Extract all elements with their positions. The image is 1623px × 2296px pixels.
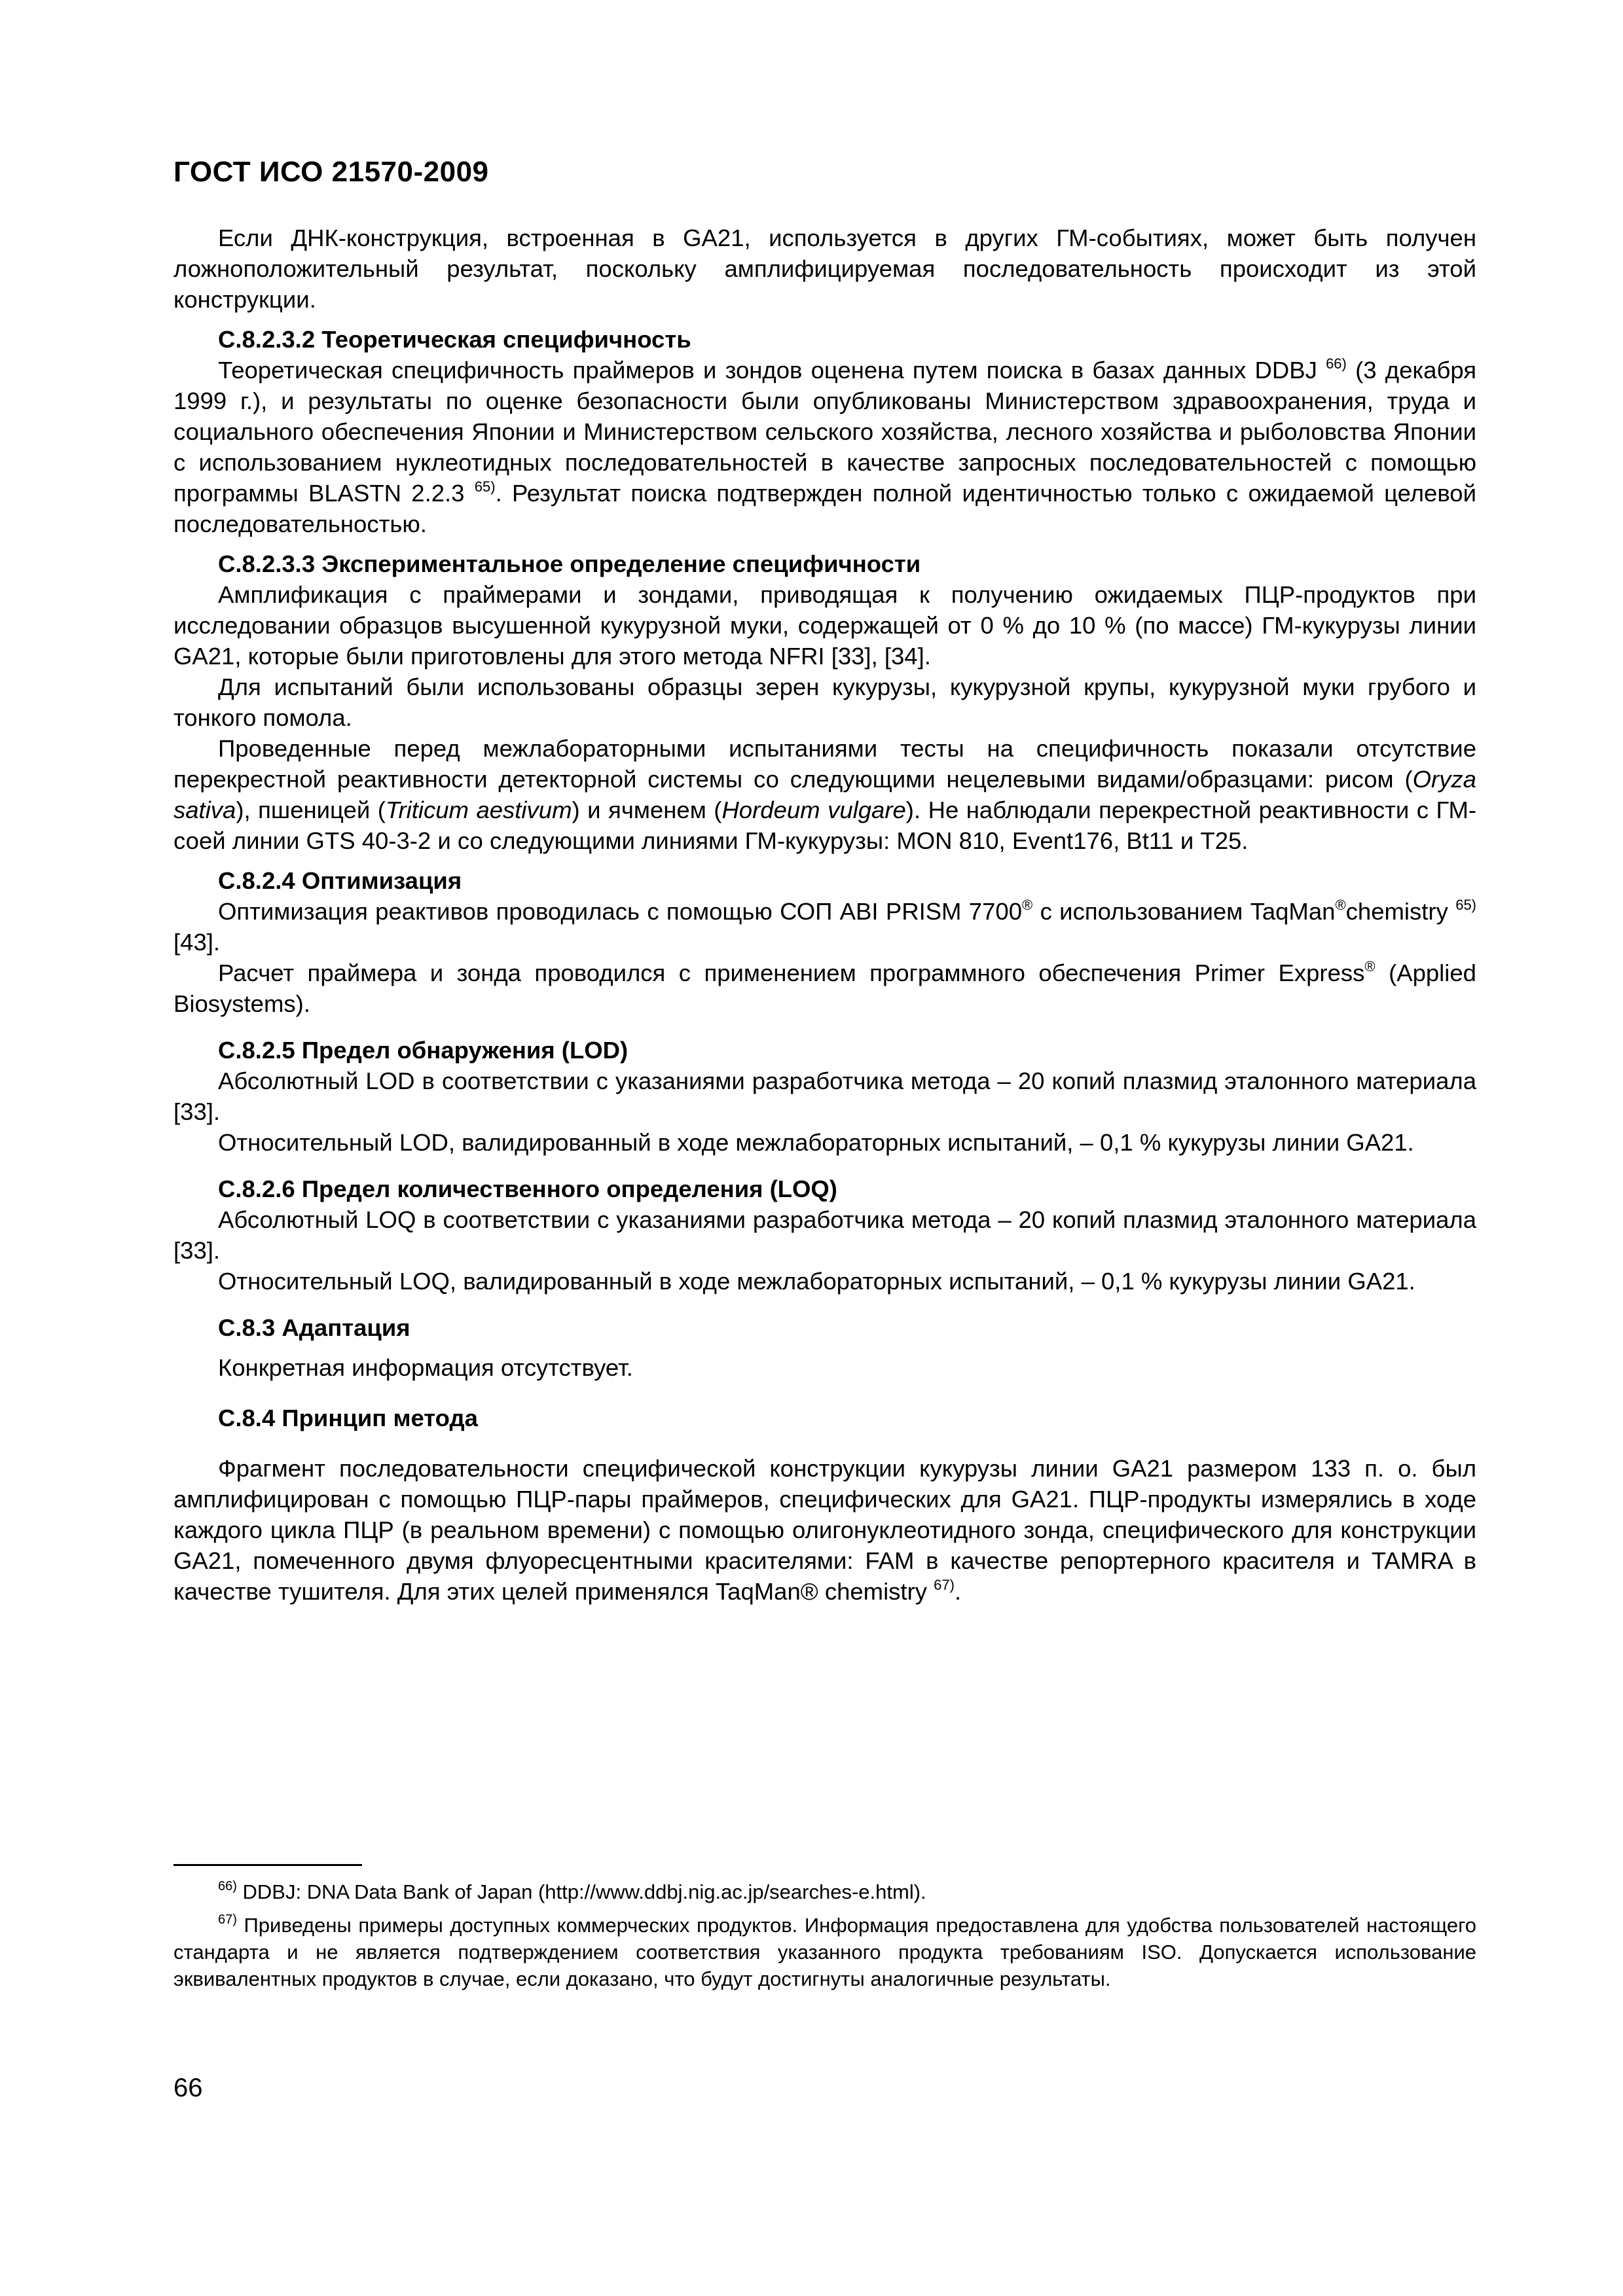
heading-loq: С.8.2.6 Предел количественного определения (LOQ) (218, 1175, 837, 1202)
page-number: 66 (173, 2073, 203, 2102)
registered-mark: ® (1364, 958, 1376, 975)
footnote-separator (173, 1864, 362, 1866)
footnote-66: $^{66)}$ DDBJ: DNA Data Bank of Japan (http://www.ddbj.nig.ac.jp/searches-e.html). (218, 1879, 926, 1903)
species-triticum: Triticum aestivum (385, 797, 572, 823)
experimental-paragraph-2: Для испытаний были использованы образцы зерен кукурузы, кукурузной крупы, кукурузной муки грубого и тонкого помола. (173, 673, 1476, 731)
method-principle-paragraph: Фрагмент последовательности специфической конструкции кукурузы линии GA21 размером 133 п. о. был амплифицирован с помощью ПЦР-пары праймеров, специфических для GA21. ПЦР-продукты измерялись в ходе каждого цикла ПЦР (в реальном времени) с помощью олигонуклеотидного зонда, специфического для конструкции GA21, помеченного двумя флуоресцентными красителями: FAM в качестве репортерного красителя и TAMRA в качестве тушителя. Для этих целей применялся TaqMan® chemistry $^{67)}$. (173, 1455, 1476, 1605)
heading-method-principle: С.8.4 Принцип метода (218, 1405, 478, 1431)
species-hordeum: Hordeum vulgare (721, 797, 906, 823)
document-header: ГОСТ ИСО 21570-2009 (173, 156, 489, 188)
heading-lod: С.8.2.5 Предел обнаружения (LOD) (218, 1037, 629, 1064)
lod-paragraph-1: Абсолютный LOD в соответствии с указаниями разработчика метода – 20 копий плазмид эталонного материала [33]. (173, 1067, 1476, 1125)
heading-optimization: С.8.2.4 Оптимизация (218, 867, 462, 894)
registered-mark: ® (1335, 897, 1346, 913)
heading-experimental-specificity: С.8.2.3.3 Экспериментальное определение специфичности (218, 550, 921, 577)
footnote-ref-67: 67) (934, 1577, 955, 1593)
footnote-67: $^{67)}$ Приведены примеры доступных коммерческих продуктов. Информация предоставлена для удобства пользователей настоящего стандарта и не является подтверждением соответствия указанного продукта требованиям ISO. Допускается использование эквивалентных продуктов в случае, если доказано, что будут достигнуты аналогичные результаты. (173, 1912, 1476, 1990)
theoretical-specificity-paragraph: Теоретическая специфичность праймеров и зондов оценена путем поиска в базах данных DDBJ $^{66)}$ (3 декабря 1999 г.), и результаты по оценке безопасности были опубликованы Министерством здравоохранения, труда и социального обеспечения Японии и Министерством сельского хозяйства, лесного хозяйства и рыболовства Японии с использованием нуклеотидных последовательностей в качестве запросных последовательностей с помощью программы BLASTN 2.2.3 $^{65)}$. Результат поиска подтвержден полной идентичностью только с ожидаемой целевой последовательностью. (173, 355, 1476, 537)
lod-paragraph-2: Относительный LOD, валидированный в ходе межлабораторных испытаний, – 0,1 % кукурузы линии GA21. (218, 1129, 1414, 1156)
footnote-ref-66: 66) (1326, 355, 1347, 372)
species-oryza: Oryza sativa (173, 766, 1476, 823)
main-content (173, 223, 1476, 1607)
adaptation-paragraph: Конкретная информация отсутствует. (218, 1354, 633, 1381)
experimental-paragraph-3: Проведенные перед межлабораторными испытаниями тесты на специфичность показали отсутствие перекрестной реактивности детекторной системы со следующими нецелевыми видами/образцами: рисом (Oryza sativa), пшеницей (Triticum aestivum) и ячменем (Hordeum vulgare). Не наблюдали перекрестной реактивности с ГМ-соей линии GTS 40-3-2 и со следующими линиями ГМ-кукурузы: MON 810, Event176, Bt11 и T25. (173, 735, 1477, 854)
intro-paragraph: Если ДНК-конструкция, встроенная в GA21, используется в других ГМ-событиях, может быть получен ложноположительный результат, поскольку амплифицируемая последовательность происходит из этой конструкции. (173, 224, 1476, 313)
heading-adaptation: С.8.3 Адаптация (218, 1314, 410, 1341)
footnote-ref-65: 65) (474, 478, 496, 495)
footnote-ref-65: 65) (1455, 897, 1476, 913)
footnotes (173, 1878, 1476, 1992)
experimental-paragraph-1: Амплификация с праймерами и зондами, приводящая к получению ожидаемых ПЦР-продуктов при исследовании образцов высушенной кукурузной муки, содержащей от 0 % до 10 % (по массе) ГМ-кукурузы линии GA21, которые были приготовлены для этого метода NFRI [33], [34]. (173, 581, 1476, 670)
optimization-paragraph-2: Расчет праймера и зонда проводился с применением программного обеспечения Primer Express® (Applied Biosystems). (173, 958, 1476, 1017)
loq-paragraph-1: Абсолютный LOQ в соответствии с указаниями разработчика метода – 20 копий плазмид эталонного материала [33]. (173, 1206, 1476, 1264)
optimization-paragraph-1: Оптимизация реактивов проводилась с помощью СОП ABI PRISM 7700® с использованием TaqMan®chemistry $^{65)}$ [43]. (173, 897, 1476, 956)
heading-theoretical-specificity: С.8.2.3.2 Теоретическая специфичность (218, 326, 691, 353)
loq-paragraph-2: Относительный LOQ, валидированный в ходе межлабораторных испытаний, – 0,1 % кукурузы линии GA21. (218, 1268, 1415, 1295)
registered-mark: ® (1022, 897, 1033, 913)
